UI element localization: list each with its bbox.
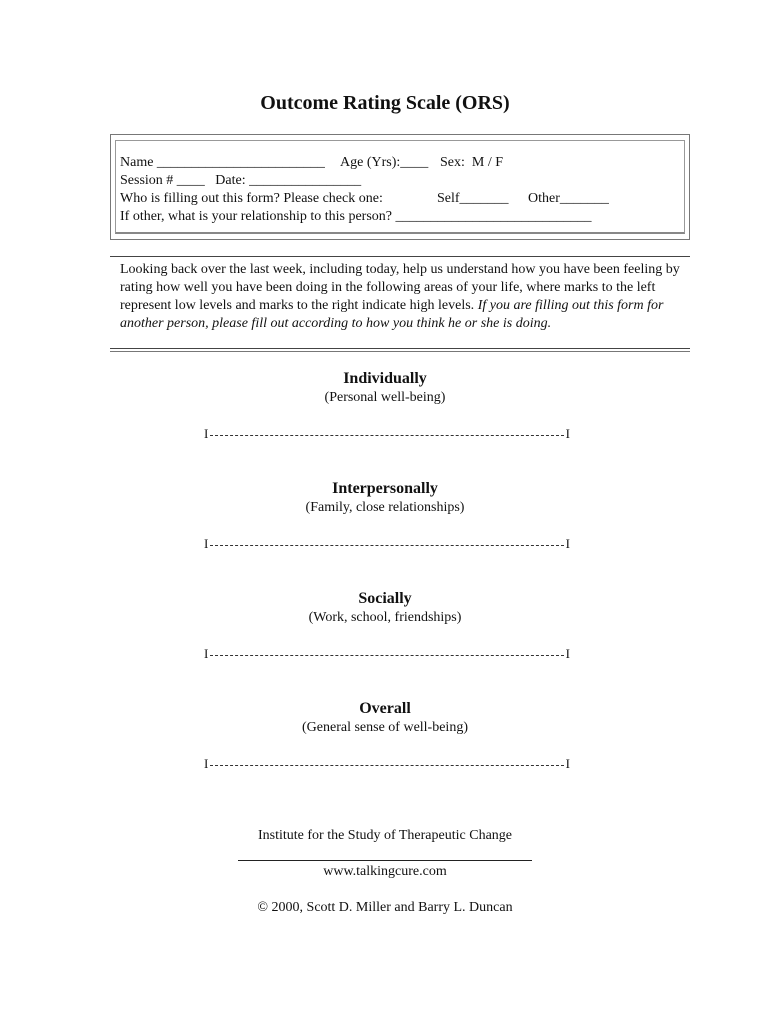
relationship-field[interactable]: If other, what is your relationship to this person? ____________________________ [120,209,592,224]
rating-scale-interpersonally[interactable] [204,536,570,552]
session-date-field[interactable]: Session # ____ Date: ________________ [120,173,362,188]
section-title-overall: Overall [359,700,411,717]
sex-field[interactable]: Sex: M / F [440,155,504,170]
instructions-bottom-rule [110,348,690,349]
section-subtitle-socially: (Work, school, friendships) [308,610,462,625]
instructions-text [120,261,685,333]
who-filling-label: Who is filling out this form? Please check one: [120,191,383,206]
scale-right-end: I [565,426,570,441]
instructions-body: Looking back over the last week, including today, help us understand how you have been feeling by rating how well you have been doing in the following areas of your life, where marks to the left represent low levels and marks to the right indicate high levels. [120,262,680,313]
name-field[interactable]: Name ________________________ [120,155,325,170]
scale-line[interactable] [210,655,564,656]
scale-right-end: I [565,646,570,661]
self-checkbox[interactable]: Self_______ [437,191,509,206]
rating-scale-socially[interactable] [204,646,570,662]
section-subtitle-interpersonally: (Family, close relationships) [305,500,465,515]
scale-line[interactable] [210,435,564,436]
footer-website-link[interactable]: www.talkingcure.com [323,864,447,879]
scale-line[interactable] [210,545,564,546]
section-title-socially: Socially [358,590,412,607]
scale-left-end: I [204,756,209,771]
instructions-italic: If you are filling out this form for another person, please fill out according to how you think he or she is doing. [120,298,664,331]
page-title: Outcome Rating Scale (ORS) [260,92,510,114]
instructions-bottom-rule-2 [110,351,690,352]
section-subtitle-overall: (General sense of well-being) [302,720,468,735]
footer-copyright: © 2000, Scott D. Miller and Barry L. Duncan [257,900,513,915]
scale-right-end: I [565,536,570,551]
scale-left-end: I [204,646,209,661]
section-subtitle-individually: (Personal well-being) [324,390,446,405]
scale-left-end: I [204,536,209,551]
rating-scale-individually[interactable] [204,426,570,442]
scale-left-end: I [204,426,209,441]
age-field[interactable]: Age (Yrs):____ [340,155,429,170]
scale-right-end: I [565,756,570,771]
footer-institute: Institute for the Study of Therapeutic Change [257,828,512,843]
section-title-individually: Individually [343,370,427,387]
rating-scale-overall[interactable] [204,756,570,772]
scale-line[interactable] [210,765,564,766]
instructions-top-rule [110,256,690,257]
section-title-interpersonally: Interpersonally [332,480,438,497]
other-checkbox[interactable]: Other_______ [528,191,609,206]
footer-divider [238,860,532,861]
